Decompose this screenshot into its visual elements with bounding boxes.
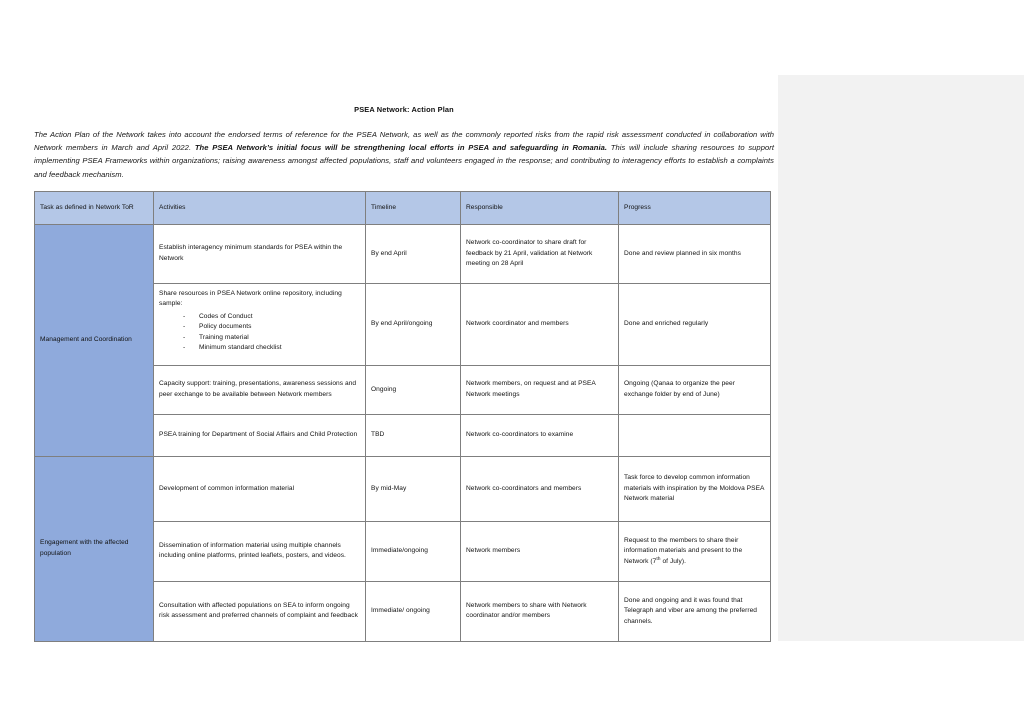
cell-timeline: By end April	[366, 224, 461, 283]
cell-progress	[619, 521, 771, 581]
cell-activity	[154, 283, 366, 365]
column-header-timeline: Timeline	[366, 191, 461, 224]
cell-responsible: Network co-coordinators to examine	[461, 414, 619, 456]
cell-progress: Ongoing (Qanaa to organize the peer exchange folder by end of June)	[619, 365, 771, 414]
cell-timeline: Immediate/ongoing	[366, 521, 461, 581]
cell-timeline: TBD	[366, 414, 461, 456]
cell-progress: Task force to develop common information materials with inspiration by the Moldova PSEA Network material	[619, 456, 771, 521]
list-item: - Codes of Conduct	[183, 312, 360, 323]
activity-bullet-list	[159, 312, 360, 354]
right-side-panel	[778, 75, 1024, 641]
cell-progress: Done and ongoing and it was found that Telegraph and viber are among the preferred channels.	[619, 581, 771, 641]
cell-responsible: Network coordinator and members	[461, 283, 619, 365]
intro-part1: The Action Plan of the Network takes into account the endorsed terms of reference for the PSEA Network, as well as the commonly reported risks from the rapid risk assessment conducted in collaboration with Network members in March and April 2022.	[34, 130, 774, 153]
cell-responsible: Network members to share with Network coordinator and/or members	[461, 581, 619, 641]
table-header-row	[35, 191, 771, 224]
cell-timeline: By mid-May	[366, 456, 461, 521]
progress-text-pre: Request to the members to share their information materials and present to the Network (7	[624, 536, 743, 565]
cell-progress: Done and enriched regularly	[619, 283, 771, 365]
section-label-engagement: Engagement with the affected population	[35, 456, 154, 641]
cell-activity: Development of common information material	[154, 456, 366, 521]
cell-responsible: Network co-coordinator to share draft for feedback by 21 April, validation at Network meeting on 28 April	[461, 224, 619, 283]
cell-timeline: Ongoing	[366, 365, 461, 414]
document-body	[34, 104, 774, 642]
cell-timeline: By end April/ongoing	[366, 283, 461, 365]
section-label-management: Management and Coordination	[35, 224, 154, 456]
intro-part2: This will include sharing resources to support implementing PSEA Frameworks within organizations; raising awareness amongst affected populations, staff and volunteers engaged in the response; and contributing to interagency efforts to establish a complaints and feedback mechanism.	[34, 143, 774, 179]
list-item: - Training material	[183, 333, 360, 344]
list-item: - Minimum standard checklist	[183, 343, 360, 354]
cell-activity: Establish interagency minimum standards for PSEA within the Network	[154, 224, 366, 283]
progress-text-post: of July).	[660, 557, 686, 565]
progress-ordinal-suffix: th	[656, 556, 661, 562]
cell-progress: Done and review planned in six months	[619, 224, 771, 283]
cell-responsible: Network co-coordinators and members	[461, 456, 619, 521]
cell-activity: Consultation with affected populations on SEA to inform ongoing risk assessment and preferred channels of complaint and feedback	[154, 581, 366, 641]
action-plan-table	[34, 191, 771, 642]
column-header-responsible: Responsible	[461, 191, 619, 224]
cell-responsible: Network members	[461, 521, 619, 581]
column-header-task: Task as defined in Network ToR	[35, 191, 154, 224]
page-title: PSEA Network: Action Plan	[354, 105, 454, 114]
column-header-activities: Activities	[154, 191, 366, 224]
list-item: - Policy documents	[183, 322, 360, 333]
cell-activity: PSEA training for Department of Social Affairs and Child Protection	[154, 414, 366, 456]
cell-progress	[619, 414, 771, 456]
column-header-progress: Progress	[619, 191, 771, 224]
cell-timeline: Immediate/ ongoing	[366, 581, 461, 641]
cell-activity: Capacity support: training, presentations, awareness sessions and peer exchange to be available between Network members	[154, 365, 366, 414]
intro-paragraph	[34, 128, 774, 181]
cell-activity-text: Share resources in PSEA Network online repository, including sample:	[159, 289, 342, 308]
cell-responsible: Network members, on request and at PSEA Network meetings	[461, 365, 619, 414]
cell-activity: Dissemination of information material using multiple channels including online platforms, printed leaflets, posters, and videos.	[154, 521, 366, 581]
intro-bold: The PSEA Network’s initial focus will be strengthening local efforts in PSEA and safeguarding in Romania.	[194, 143, 608, 153]
table-row	[35, 224, 771, 283]
table-row	[35, 456, 771, 521]
